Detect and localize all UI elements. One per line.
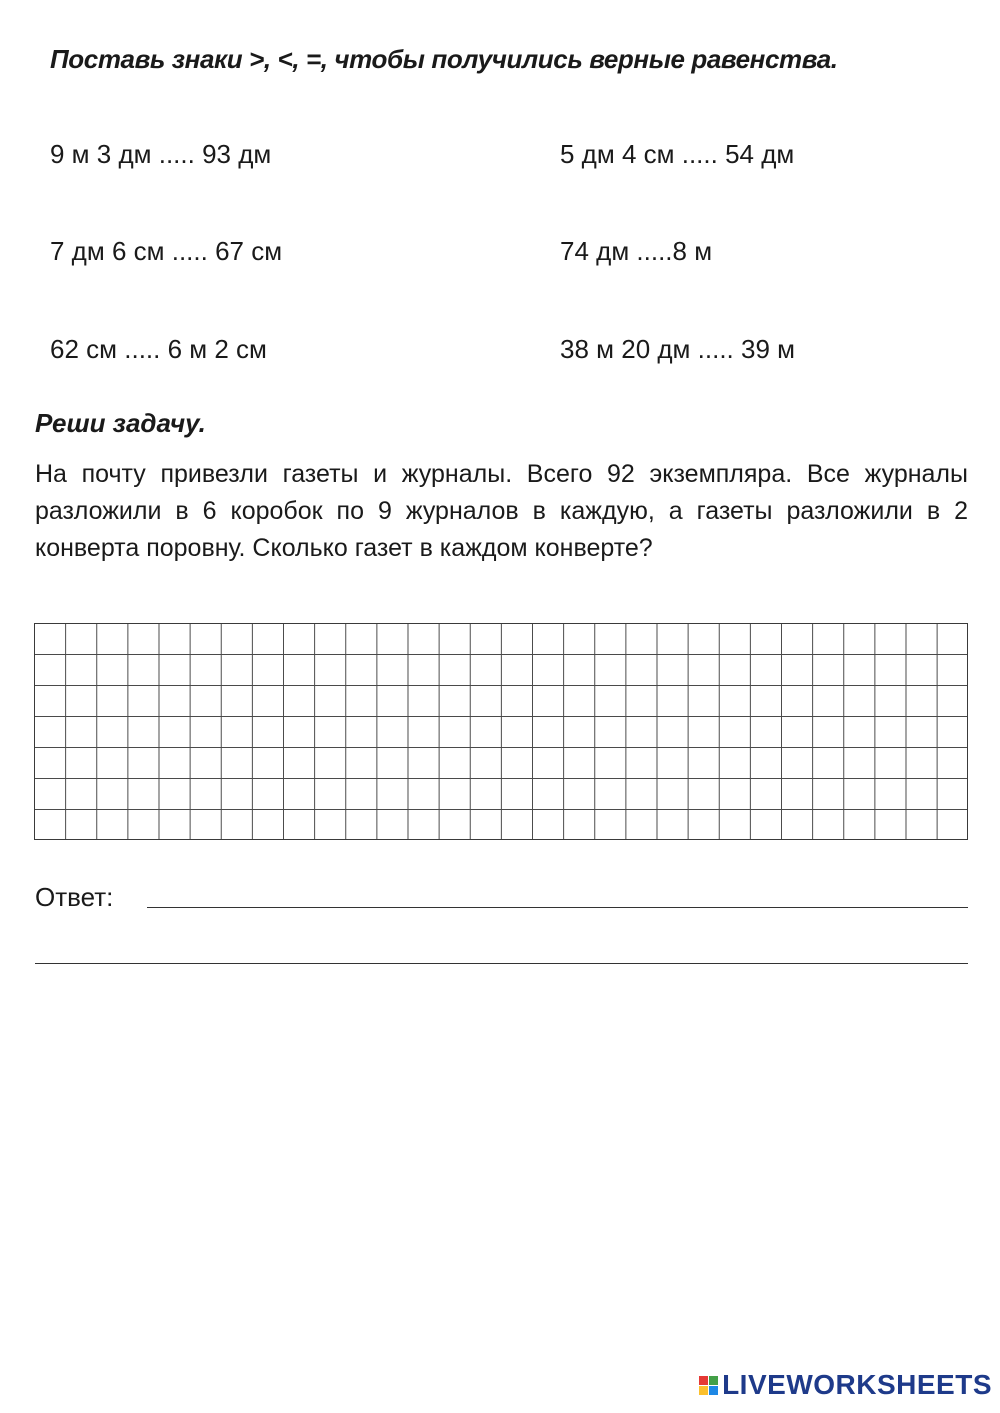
logo-icon <box>699 1373 718 1397</box>
logo-square-green <box>709 1376 718 1385</box>
answer-line[interactable] <box>147 907 968 908</box>
expression-3: 7 дм 6 см ..... 67 см <box>50 236 283 266</box>
logo-text: LIVEWORKSHEETS <box>722 1369 992 1400</box>
answer-line-extra[interactable] <box>35 963 968 964</box>
expression-6: 38 м 20 дм ..... 39 м <box>560 334 796 364</box>
logo-square-yellow <box>699 1386 708 1395</box>
problem-text: На почту привезли газеты и журналы. Всего 92 экземпляра. Все журналы разложили в 6 коробок по 9 журналов в каждую, а газеты разложили в 2 конверта поровну. Сколько газет в каждом конверте? <box>35 460 968 562</box>
logo-square-blue <box>709 1386 718 1395</box>
expression-2: 5 дм 4 см ..... 54 дм <box>560 139 795 169</box>
answer-label: Ответ: <box>35 882 114 912</box>
solution-grid[interactable] <box>34 623 968 840</box>
liveworksheets-logo <box>699 1369 992 1401</box>
task2-heading: Реши задачу. <box>35 408 206 438</box>
task1-heading: Поставь знаки >, <, =, чтобы получились верные равенства. <box>50 44 838 74</box>
expression-4: 74 дм .....8 м <box>560 236 713 266</box>
expression-5: 62 см ..... 6 м 2 см <box>50 334 267 364</box>
logo-square-red <box>699 1376 708 1385</box>
expression-1: 9 м 3 дм ..... 93 дм <box>50 139 272 169</box>
